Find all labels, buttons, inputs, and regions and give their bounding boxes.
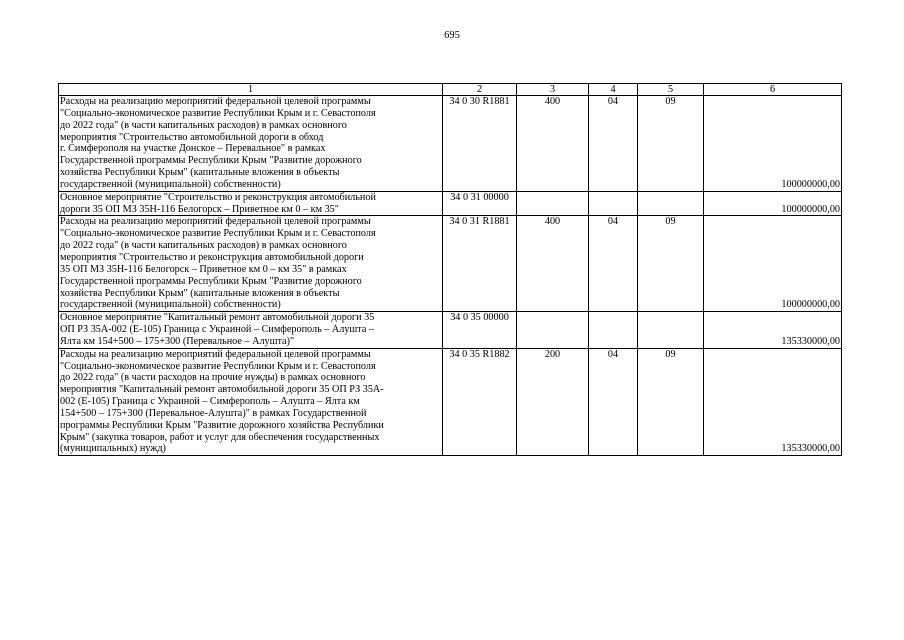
expense-name-line: до 2022 года" (в части капитальных расходов) в рамках основного — [60, 240, 347, 252]
target-code-cell: 34 0 35 R1882 — [443, 348, 517, 456]
expense-name-line: "Социально-экономическое развитие Республики Крым и г. Севастополя — [60, 107, 376, 119]
target-code-cell: 34 0 31 00000 — [443, 191, 517, 216]
expense-name-cell — [59, 191, 443, 216]
expense-name-line: 154+500 – 175+300 (Перевальное-Алушта)" в рамках Государственной — [60, 407, 367, 419]
expense-name-line: Крым" (закупка товаров, работ и услуг для обеспечения государственных — [60, 431, 380, 443]
section-cell — [589, 312, 638, 349]
amount-cell: 135330000,00 — [704, 348, 842, 456]
table-row — [59, 348, 842, 456]
header-col-3: 3 — [517, 84, 589, 96]
expense-name-line: Ялта км 154+500 – 175+300 (Перевальное – Алушта)" — [60, 335, 295, 347]
expense-type-cell: 200 — [517, 348, 589, 456]
expense-name-line: ОП РЗ 35А-002 (Е-105) Граница с Украиной – Симферополь – Алушта – — [60, 324, 375, 336]
expense-name-line: Расходы на реализацию мероприятий федеральной целевой программы — [60, 348, 371, 360]
table-header-row — [59, 84, 842, 96]
subsection-cell: 09 — [638, 348, 704, 456]
expense-name-line: г. Симферополя на участке Донское – Перевальное" в рамках — [60, 143, 326, 155]
subsection-cell — [638, 312, 704, 349]
expense-name-cell — [59, 348, 443, 456]
subsection-cell — [638, 191, 704, 216]
header-col-4: 4 — [589, 84, 638, 96]
amount-cell: 135330000,00 — [704, 312, 842, 349]
expense-name-line: государственной (муниципальной) собственности) — [60, 178, 281, 190]
expense-name-line: хозяйства Республики Крым" (капитальные вложения в объекты — [60, 167, 340, 179]
expense-name-line: Основное мероприятие "Капитальный ремонт автомобильной дороги 35 — [60, 312, 375, 324]
expense-name-line: мероприятия "Строительство автомобильной дороги в обход — [60, 131, 324, 143]
expense-name-line: мероприятия "Строительство и реконструкция автомобильной дороги — [60, 251, 364, 263]
page-number: 695 — [444, 30, 460, 41]
budget-table — [58, 83, 842, 456]
expense-name-line: "Социально-экономическое развитие Республики Крым и г. Севастополя — [60, 228, 376, 240]
header-col-6: 6 — [704, 84, 842, 96]
header-col-5: 5 — [638, 84, 704, 96]
table-row — [59, 191, 842, 216]
expense-name-line: Расходы на реализацию мероприятий федеральной целевой программы — [60, 96, 371, 107]
expense-type-cell: 400 — [517, 96, 589, 192]
expense-type-cell: 400 — [517, 216, 589, 312]
expense-name-line: мероприятия "Капитальный ремонт автомобильной дороги 35 ОП РЗ 35А- — [60, 384, 384, 396]
expense-type-cell — [517, 312, 589, 349]
expense-name-line: программы Республики Крым "Развитие дорожного хозяйства Республики — [60, 419, 384, 431]
expense-name-cell — [59, 216, 443, 312]
table-row — [59, 216, 842, 312]
section-cell: 04 — [589, 216, 638, 312]
expense-name-line: 002 (Е-105) Граница с Украиной – Симферополь – Алушта – Ялта км — [60, 396, 360, 408]
header-col-1: 1 — [59, 84, 443, 96]
section-cell — [589, 191, 638, 216]
amount-cell: 100000000,00 — [704, 96, 842, 192]
expense-name-line: (муниципальных) нужд) — [60, 443, 166, 455]
expense-name-line: Государственной программы Республики Крым "Развитие дорожного — [60, 275, 362, 287]
expense-name-line: 35 ОП МЗ 35Н-116 Белогорск – Приветное км 0 – км 35" в рамках — [60, 263, 347, 275]
expense-name-line: хозяйства Республики Крым" (капитальные вложения в объекты — [60, 287, 340, 299]
table-row — [59, 96, 842, 192]
target-code-cell: 34 0 30 R1881 — [443, 96, 517, 192]
expense-name-cell — [59, 96, 443, 192]
expense-name-line: Расходы на реализацию мероприятий федеральной целевой программы — [60, 216, 371, 228]
section-cell: 04 — [589, 96, 638, 192]
expense-name-line: до 2022 года" (в части капитальных расходов) в рамках основного — [60, 119, 347, 131]
amount-cell: 100000000,00 — [704, 191, 842, 216]
target-code-cell: 34 0 31 R1881 — [443, 216, 517, 312]
expense-name-line: Основное мероприятие "Строительство и реконструкция автомобильной — [60, 191, 376, 203]
expense-name-line: государственной (муниципальной) собственности) — [60, 299, 281, 311]
expense-name-line: дороги 35 ОП МЗ 35Н-116 Белогорск – Приветное км 0 – км 35" — [60, 203, 339, 215]
expense-name-line: до 2022 года" (в части расходов на прочие нужды) в рамках основного — [60, 372, 366, 384]
subsection-cell: 09 — [638, 216, 704, 312]
table-row — [59, 312, 842, 349]
amount-cell: 100000000,00 — [704, 216, 842, 312]
expense-name-line: "Социально-экономическое развитие Республики Крым и г. Севастополя — [60, 360, 376, 372]
subsection-cell: 09 — [638, 96, 704, 192]
expense-type-cell — [517, 191, 589, 216]
target-code-cell: 34 0 35 00000 — [443, 312, 517, 349]
expense-name-line: Государственной программы Республики Крым "Развитие дорожного — [60, 155, 362, 167]
header-col-2: 2 — [443, 84, 517, 96]
expense-name-cell — [59, 312, 443, 349]
section-cell: 04 — [589, 348, 638, 456]
